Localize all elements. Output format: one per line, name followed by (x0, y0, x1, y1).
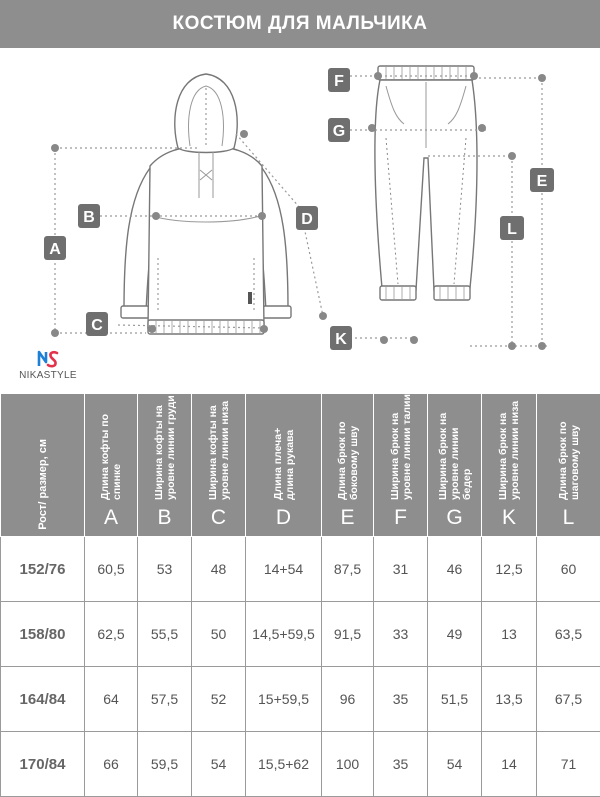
value-cell: 54 (192, 732, 246, 797)
pants-drawing (375, 66, 477, 300)
corner-header: Рост/ размер, см (1, 394, 85, 537)
title-bar (0, 0, 600, 48)
marker-g (328, 118, 350, 142)
column-header-g: Ширина брюк на уровне линии бедер G (428, 394, 482, 537)
svg-text:D: D (301, 211, 313, 228)
value-cell: 63,5 (537, 602, 600, 667)
column-header-l: Длина брюк по шаговому шву L (537, 394, 600, 537)
svg-text:A: A (49, 241, 61, 258)
column-header-e: Длина брюк по боковому шву E (322, 394, 374, 537)
value-cell: 14 (482, 732, 537, 797)
nikastyle-logo-icon (37, 350, 59, 368)
marker-a (44, 236, 66, 260)
table-row (1, 667, 600, 732)
value-cell: 31 (374, 537, 428, 602)
column-header-d: Длина плеча+ длина рукава D (246, 394, 322, 537)
column-header-f: Ширина брюк на уровне линии талии F (374, 394, 428, 537)
value-cell: 48 (192, 537, 246, 602)
value-cell: 14,5+59,5 (246, 602, 322, 667)
value-cell: 13,5 (482, 667, 537, 732)
value-cell: 49 (428, 602, 482, 667)
value-cell: 13 (482, 602, 537, 667)
marker-l (500, 216, 524, 240)
value-cell: 15+59,5 (246, 667, 322, 732)
value-cell: 12,5 (482, 537, 537, 602)
value-cell: 62,5 (85, 602, 138, 667)
value-cell: 53 (138, 537, 192, 602)
svg-text:L: L (507, 221, 517, 238)
svg-text:B: B (83, 209, 95, 226)
value-cell: 87,5 (322, 537, 374, 602)
column-header-b: Ширина кофты на уровне линии груди B (138, 394, 192, 537)
column-header-k: Ширина брюк на уровне линии низа K (482, 394, 537, 537)
column-header-a: Длина кофты по спинке A (85, 394, 138, 537)
value-cell: 55,5 (138, 602, 192, 667)
value-cell: 57,5 (138, 667, 192, 732)
value-cell: 60 (537, 537, 600, 602)
svg-text:C: C (91, 317, 103, 334)
value-cell: 52 (192, 667, 246, 732)
value-cell: 54 (428, 732, 482, 797)
value-cell: 60,5 (85, 537, 138, 602)
value-cell: 51,5 (428, 667, 482, 732)
size-cell: 170/84 (1, 732, 85, 797)
size-cell: 164/84 (1, 667, 85, 732)
table-row (1, 602, 600, 667)
value-cell: 46 (428, 537, 482, 602)
marker-f (328, 68, 350, 92)
page-title: КОСТЮМ ДЛЯ МАЛЬЧИКА (172, 13, 428, 34)
value-cell: 91,5 (322, 602, 374, 667)
value-cell: 14+54 (246, 537, 322, 602)
svg-text:G: G (332, 123, 346, 140)
size-cell: 152/76 (1, 537, 85, 602)
column-header-c: Ширина кофты на уровне линии низа C (192, 394, 246, 537)
marker-e (530, 168, 554, 192)
svg-text:F: F (334, 73, 344, 90)
value-cell: 35 (374, 667, 428, 732)
size-table (0, 393, 600, 797)
size-cell: 158/80 (1, 602, 85, 667)
value-cell: 71 (537, 732, 600, 797)
value-cell: 50 (192, 602, 246, 667)
brand-name: NIKASTYLE (19, 370, 77, 381)
value-cell: 100 (322, 732, 374, 797)
hoodie-drawing (121, 74, 291, 334)
table-row (1, 537, 600, 602)
value-cell: 67,5 (537, 667, 600, 732)
value-cell: 96 (322, 667, 374, 732)
value-cell: 15,5+62 (246, 732, 322, 797)
table-row (1, 732, 600, 797)
marker-c (86, 312, 108, 336)
value-cell: 35 (374, 732, 428, 797)
marker-k (330, 326, 352, 350)
value-cell: 66 (85, 732, 138, 797)
svg-text:E: E (536, 173, 548, 190)
value-cell: 64 (85, 667, 138, 732)
value-cell: 59,5 (138, 732, 192, 797)
value-cell: 33 (374, 602, 428, 667)
marker-d (296, 206, 318, 230)
marker-b (78, 204, 100, 228)
brand-block (8, 350, 88, 381)
table-header-row (1, 394, 600, 537)
svg-text:K: K (335, 331, 347, 348)
garment-illustration (0, 48, 600, 390)
